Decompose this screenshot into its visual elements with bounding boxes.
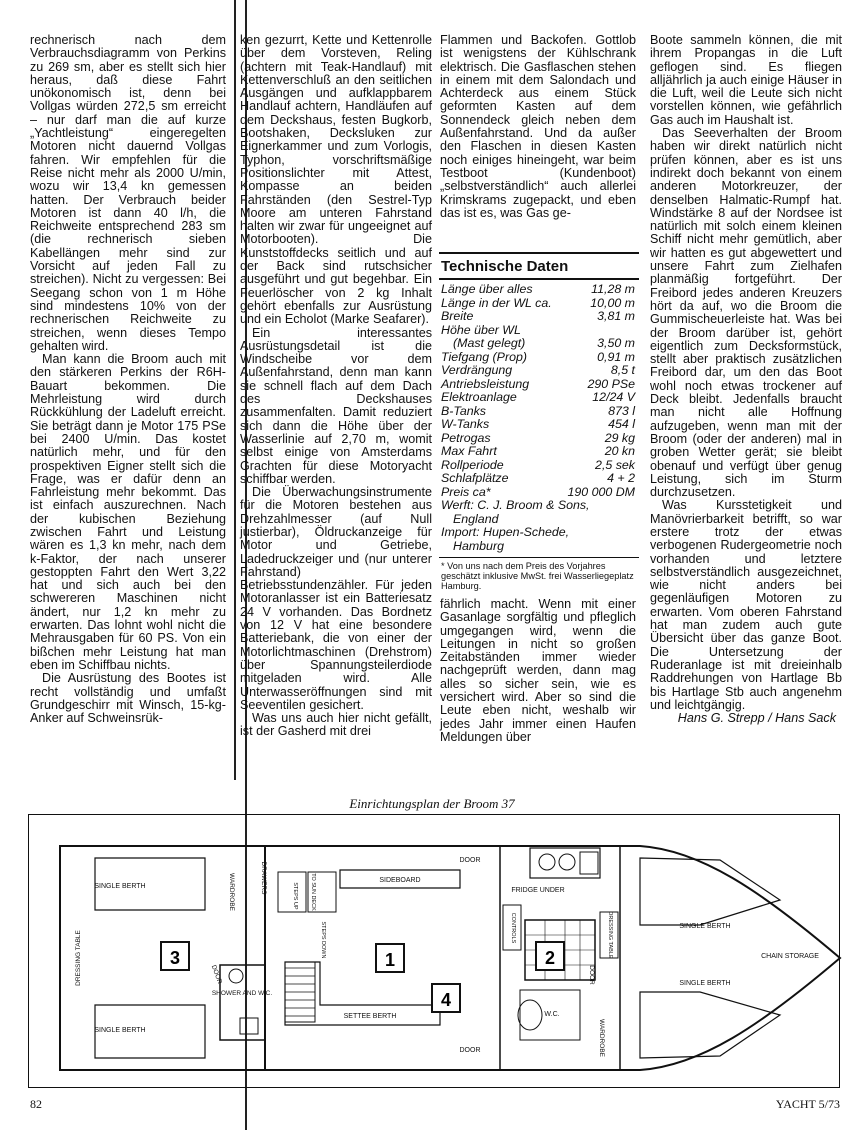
column-divider [234,0,236,780]
galley-sink [580,852,598,874]
paragraph: Flammen und Backofen. Gottlob ist wenigstens der Kühlschrank elektrisch. Die Gasflaschen stehen in einem mit dem Salondach und Achterdeck aus einem Stück geformten Kasten auf dem Sonnendeck gleich neben dem Außenfahrstand. Und da außer den Flaschen in diesen Kasten noch einiges hineingeht, war beim Testboot (Kundenboot) „selbstverständlich“ auch allerlei Krimskrams zugepackt, und eben das ist es, was Gas ge- [440,33,636,220]
plan-label-wardrobe-fwd: WARDROBE [598,1018,605,1058]
tech-value: 0,91 m [597,349,635,364]
plan-label-fridge: FRIDGE UNDER [511,887,565,894]
paragraph: Die Ausrüstung des Bootes ist recht vollständig und umfaßt Grundgeschirr mit Winsch, 15-kg-Anker auf Schweinsrük- [30,671,226,726]
plan-label-to-sun-deck: TO SUN DECK [310,873,316,911]
plan-label-single-berth-bl: SINGLE BERTH [94,1027,146,1034]
technical-data-box [439,252,639,591]
tech-key: Petrogas [441,430,491,445]
galley-burner [539,854,555,870]
plan-label-wc-fwd: W.C. [544,1011,560,1018]
tech-werft: Werft: C. J. Broom & Sons, [441,498,590,512]
tech-row [439,432,639,446]
fwd-berth-top [640,858,780,925]
plan-label-door-bottom: DOOR [459,1047,481,1054]
page-number: 82 [30,1097,42,1111]
tech-value: 29 kg [604,430,635,445]
tech-row [439,459,639,473]
plan-label-single-berth-tl: SINGLE BERTH [94,883,146,890]
tech-row [439,445,639,459]
steps-hatching [285,968,315,1016]
tech-value: 20 kn [604,444,635,458]
tech-key: Max Fahrt [441,444,497,458]
tech-key: Tiefgang (Prop) [441,349,527,364]
issue-label: YACHT 5/73 [775,1097,840,1111]
text-column-4 [650,34,842,725]
tech-key: Antriebsleistung [441,376,530,391]
plan-label-shower: SHOWER AND W.C. [211,990,273,997]
paragraph: fährlich macht. Wenn mit einer Gasanlage sorgfältig und pfleglich umgegangen wird, wenn die Leitungen in nicht so großen Zeitabständen immer wieder nachgeprüft werden, dann mag alles so sicher sein, wie es versichert wird. Aber so sind die Leute eben nicht, weshalb wir jedes Jahr immer einen Haufen Meldungen über [440,597,636,744]
tech-row [439,364,639,378]
tech-value: 12/24 V [592,390,635,404]
tech-row [439,324,639,338]
tech-value: 8,5 t [610,363,635,377]
plan-label-single-berth-br: SINGLE BERTH [679,980,731,987]
paragraph: rechnerisch nach dem Verbrauchsdiagramm von Perkins zu 269 sm, aber es stellt sich hier heraus, daß diese Fahrt unökonomisch ist, denn bei Vollgas würden 272,5 sm erreicht – nur darf man die auf kurze „Yachtleistung“ eingeregelten Motoren nicht dauernd Vollgas fahren. Wir empfehlen für die Reise nicht mehr als 2000 U/min, wozu wir 13,4 kn gemessen hatten. Der Verbrauch beider Motoren ist dann 40 l/h, die Reichweite entsprechend 283 sm (die rechnerisch sieben Kabellängen mehr sind zur Vorsicht auf jeden Fall zu streichen). Nicht zu vergessen: Bei Seegang schon von 1 m Höhe sind mindestens 10% von der rechnerischen Reichweite zu streichen, wenn dieses Tempo gehalten wird. [30,33,226,353]
paragraph: Boote sammeln können, die mit ihrem Propangas in die Luft geflogen sind. Es fliegen alljährlich ja auch einige Häuser in die Luft, weil die Leute sich nicht vorstellen können, wie gefährlich Gas auch im Haushalt ist. [650,33,842,127]
tech-key: Elektroanlage [441,390,517,404]
paragraph: Das Seeverhalten der Broom haben wir direkt natürlich nicht prüfen können, aber es ist uns indirekt doch bekannt von einem anderen Motorkreuzer, der denselben Halmatic-Rumpf hat. Windstärke 8 auf der Nordsee ist natürlich mit solch einem kleinen Schiff nicht mehr gemütlich, aber wir hatten es gut abgewettert und unsere Fahrt zum Zielhafen planmäßig fortgeführt. Der Freibord jedes anderen Kreuzers hört da auf, wo die Broom die Gummischeuerleiste hat. Was bei der Broom darüber ist, gehört eigentlich zum Decksformstück, stellt aber praktisch zusätzlichen Freibord dar, um den das Boot wohl noch etwas trockener auf Deck bleibt. Jedenfalls braucht man nicht alle Hoffnung aufzugeben, wenn man mit der Broom (oder der anderen) mal in groben Wetter gerät; sie bleibt obenauf und verfügt über genug Leistung, sich im Sturm durchzusetzen. [650,126,842,500]
tech-value: 454 l [608,417,635,431]
tech-import-city: Hamburg [453,538,504,553]
steps-up-block [278,872,306,912]
plan-label-door-fwd: DOOR [588,965,595,985]
tech-value: 4 + 2 [607,471,635,485]
paragraph: Man kann die Broom auch mit den stärkeren Perkins der R6H-Bauart bekommen. Die Mehrleistung wird durch Rückkühlung der Ladeluft erreicht. Sie beträgt dann je Motor 175 PSe bei 2400 U/min. Das kostet natürlich mehr, und für den prospektiven Eigner stellt sich die Frage, was er dafür denn an Fahrleistung mehr bekommt. Das ist einfach auszurechnen. Nach der kubischen Beziehung zwischen Fahrt und Leistung wären es 1,3 kn mehr, nach dem k-Faktor, der nach unserer gestoppten Fahrt den Wert 3,22 hat und sich auch bei den schwereren Maschinen nicht ändert, nur 1,2 kn mehr zu erwarten. Das lohnt wohl nicht die Mehrausgaben für 60 PS. Von ein bißchen mehr Leistung hat man eben im Schiffbau nichts. [30,352,226,672]
plan-label-sideboard: SIDEBOARD [379,877,421,884]
galley-burner [559,854,575,870]
plan-caption: Einrichtungsplan der Broom 37 [349,796,515,811]
text-column-3-continued [440,598,636,744]
tech-value: 2,5 sek [595,457,635,472]
tech-row [439,378,639,392]
floor-plan [0,800,864,1100]
plan-label-chain-storage: CHAIN STORAGE [761,953,819,960]
tech-import: Import: Hupen-Schede, [441,525,570,539]
tech-value: 11,28 m [591,282,635,296]
text-column-2 [240,34,432,739]
tech-key: Schlafplätze [441,471,509,485]
plan-label-single-berth-tr: SINGLE BERTH [679,923,731,930]
shower-basin [229,969,243,983]
tech-value: 3,81 m [597,309,635,323]
tech-key: Länge in der WL ca. [441,295,552,310]
text-column-3 [440,34,636,220]
tech-value: 3,50 m [597,336,635,350]
tech-value [635,324,639,338]
plan-label-dressing-table-fwd: DRESSING TABLE [607,911,613,959]
shower-toilet [240,1018,258,1034]
tech-key: Verdrängung [441,363,513,377]
plan-label-wardrobe-aft: WARDROBE [228,872,235,912]
tech-row [439,391,639,405]
tech-key: Länge über alles [441,282,533,296]
room-number: 2 [544,948,556,968]
paragraph: ken gezurrt, Kette und Kettenrolle über dem Vorsteven, Reling (achtern mit Teak-Handlauf) mit Kettenverschluß an den seitlichen Ausgängen und aufklappbarem Handlauf achtern, Handläufen auf dem Deckshaus, festen Bugkorb, Bootshaken, Decksluken zur Eignerkammer und zum Vorlogis, Typhon, vorschriftsmäßige Positionslichter mit Attest, Kompasse an beiden Fahrständen (den Sestrel-Typ Moore am unteren Fahrstand halten wir zwar für ungeeignet auf Motorbooten). Die Kunststoffdecks seitlich und auf der Back sind rutschsicher ausgeführt und gut begehbar. Ein Feuerlöscher von 2 kg Inhalt gehört ebenfalls zur Ausrüstung und ein Echolot (Marke Seafarer). [240,33,432,327]
paragraph: Die Überwachungsinstrumente für die Motoren bestehen aus Drehzahlmesser (auf Null justierbar), Öldruckanzeige für Motor und Getriebe, Ladedruckzeiger und (nur unterer Fahrstand) Betriebsstundenzähler. Für jeden Motoranlasser ist ein Batteriesatz 24 V vorhanden. Das Bordnetz von 12 V hat eine besondere Batteriebank, die von einer der Motorlichtmaschinen (Drehstrom) über Spannungsteilerdiode mitgeladen wird. Alle Unterwasseröffnungen sind mit Seeventilen gesichert. [240,485,432,712]
plan-label-door-aft: DOOR [209,964,224,985]
tech-key: Breite [441,309,474,323]
tech-value: 190 000 DM [567,484,635,499]
authors: Hans G. Strepp / Hans Sack [677,711,836,726]
room-number: 1 [384,950,396,970]
plan-label-door-top: DOOR [459,857,481,864]
room-number: 4 [440,990,452,1010]
tech-key: B-Tanks [441,403,486,418]
technical-data-heading: Technische Daten [439,252,639,280]
tech-key: (Mast gelegt) [453,336,526,350]
room-number: 3 [169,948,181,968]
fwd-wc-bowl [518,1000,542,1030]
tech-footnote: * Von uns nach dem Preis des Vorjahres geschätzt inklusive MwSt. frei Wasserliegeplatz Hamburg. [439,557,639,591]
tech-row [439,351,639,365]
tech-value: 873 l [608,403,635,418]
paragraph: Was uns auch hier nicht gefällt, ist der Gasherd mit drei [240,711,432,739]
tech-row [439,486,639,500]
tech-werft-country: England [453,511,499,526]
tech-key: Preis ca* [441,484,491,499]
plan-label-drawers: DRAWERS [260,861,267,895]
fwd-berth-bottom [640,992,780,1058]
tech-row [439,418,639,432]
tech-row [439,283,639,297]
text-column-1 [30,34,226,725]
plan-label-controls: CONTROLS [510,912,516,944]
tech-key: Rollperiode [441,457,504,472]
paragraph: Ein interessantes Ausrüstungsdetail ist die Windscheibe vor dem Außenfahrstand, denn man kann sie schnell flach auf dem Dach des Deckshauses zusammenfalten. Damit reduziert sich dann die Höhe über der Wasserlinie auf 2,70 m, womit selbst einige von Amsterdams Grachten für diese Motoryacht schiffbar werden. [240,325,432,486]
tech-row [439,337,639,351]
plan-label-steps-up: STEPS UP [292,882,298,910]
technical-data-rows [439,280,639,499]
tech-row [439,297,639,311]
plan-label-settee-berth: SETTEE BERTH [343,1013,397,1020]
tech-row [439,405,639,419]
tech-row [439,310,639,324]
tech-value: 10,00 m [590,295,635,310]
tech-key: W-Tanks [441,417,490,431]
plan-label-steps-down: STEPS DOWN [320,921,326,959]
tech-row [439,472,639,486]
tech-key: Höhe über WL [441,322,521,337]
tech-value: 290 PSe [587,376,635,391]
paragraph: Was Kursstetigkeit und Manövrierbarkeit betrifft, so war erstere trotz der etwas verbogenen Rudergeometrie noch vorhanden und letztere selbstverständlich ausgezeichnet, wie nicht anders bei gegenläufigen Motoren zu erwarten. Vom oberen Fahrstand hat man zudem auch gute Übersicht über das ganze Boot. Die Untersetzung der Ruderanlage ist mit dreieinhalb Raddrehungen von Hartlage Bb bis Hartlage Stb auch angenehm und leichtgängig. [650,498,842,712]
plan-label-dressing-table-aft: DRESSING TABLE [75,930,82,986]
